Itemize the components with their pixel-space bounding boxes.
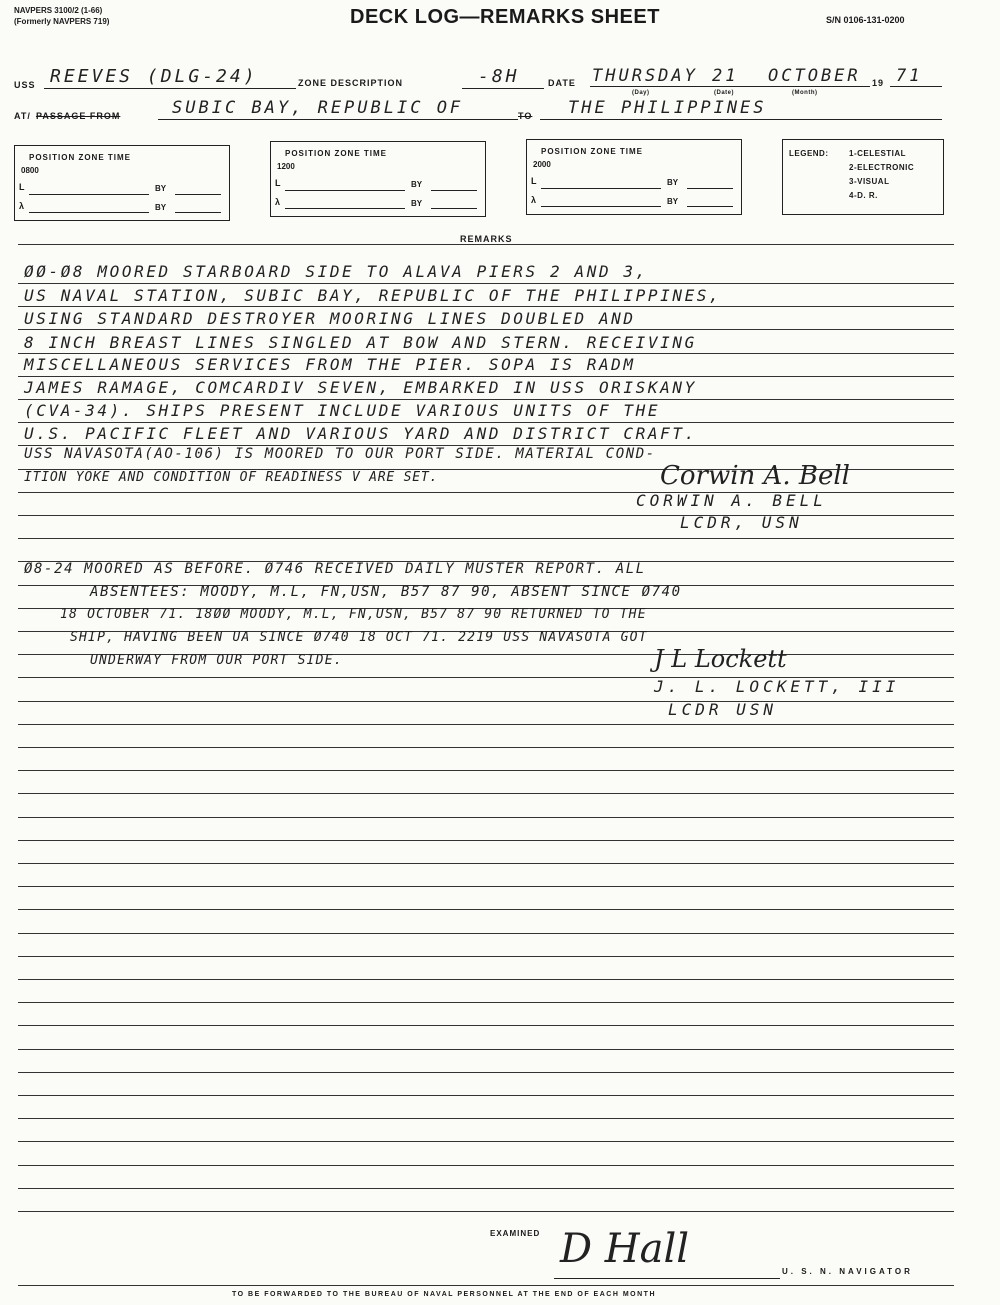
ruled-line — [18, 724, 954, 725]
legend-item: 1-CELESTIAL — [849, 149, 907, 158]
position-box-2000 — [526, 139, 742, 215]
position-box-header: POSITION ZONE TIME — [29, 153, 132, 162]
by-label: BY — [667, 197, 679, 206]
by-label: BY — [155, 184, 167, 193]
to-underline — [540, 119, 942, 120]
signature-bell: Corwin A. Bell — [660, 461, 850, 491]
zone-underline — [462, 88, 544, 89]
position-box-time: 0800 — [21, 166, 39, 175]
ruled-line — [18, 747, 954, 748]
ruled-line — [18, 1188, 954, 1189]
longitude-label: λ — [19, 201, 25, 211]
remark-line: ITION YOKE AND CONDITION OF READINESS V ARE SET. — [24, 470, 439, 485]
year-underline — [890, 86, 942, 87]
to-label: TO — [518, 111, 533, 121]
ruled-line — [18, 1141, 954, 1142]
remark-line: SHIP, HAVING BEEN UA SINCE Ø740 18 OCT 71. 2219 USS NAVASOTA GOT — [70, 630, 648, 645]
remark-line: USING STANDARD DESTROYER MOORING LINES DOUBLED AND — [24, 309, 636, 328]
signer-rank: LCDR, USN — [680, 513, 803, 532]
latitude-label: L — [275, 178, 281, 188]
date-value: 21 — [712, 66, 739, 86]
position-box-time: 1200 — [277, 162, 295, 171]
ruled-line — [18, 956, 954, 957]
examined-label: EXAMINED — [490, 1229, 541, 1238]
position-box-header: POSITION ZONE TIME — [541, 147, 644, 156]
uss-value: REEVES (DLG-24) — [50, 66, 258, 87]
position-box-header: POSITION ZONE TIME — [285, 149, 388, 158]
ruled-line — [18, 1049, 954, 1050]
position-box-1200 — [270, 141, 486, 217]
day-caption: (Day) — [632, 90, 650, 96]
position-box-time: 2000 — [533, 160, 551, 169]
forwarding-note: TO BE FORWARDED TO THE BUREAU OF NAVAL PERSONNEL AT THE END OF EACH MONTH — [232, 1291, 656, 1298]
passage-from-label: PASSAGE FROM — [36, 111, 121, 121]
date-caption: (Date) — [714, 90, 735, 96]
legend-item: 2-ELECTRONIC — [849, 163, 915, 172]
stock-number: S/N 0106-131-0200 — [826, 15, 905, 25]
ruled-line — [18, 1095, 954, 1096]
remarks-heading: REMARKS — [460, 234, 513, 244]
date-label: DATE — [548, 78, 576, 88]
remark-line: JAMES RAMAGE, COMCARDIV SEVEN, EMBARKED IN USS ORISKANY — [24, 378, 697, 397]
by-label: BY — [411, 199, 423, 208]
by-label: BY — [155, 203, 167, 212]
remark-line: U.S. PACIFIC FLEET AND VARIOUS YARD AND DISTRICT CRAFT. — [24, 424, 697, 443]
remark-line: Ø8-24 MOORED AS BEFORE. Ø746 RECEIVED DAILY MUSTER REPORT. ALL — [24, 561, 646, 577]
month-caption: (Month) — [792, 90, 818, 96]
form-id: NAVPERS 3100/2 (1-66) — [14, 6, 103, 15]
ruled-line — [18, 329, 954, 330]
ruled-line — [18, 770, 954, 771]
signature-lockett: J L Lockett — [654, 645, 787, 673]
year-value: 71 — [896, 66, 923, 86]
ruled-line — [18, 909, 954, 910]
legend-label: LEGEND: — [789, 149, 829, 158]
ruled-line — [18, 353, 954, 354]
remark-line: 18 OCTOBER 71. 18ØØ MOODY, M.L, FN,USN, B57 87 90 RETURNED TO THE — [60, 607, 647, 622]
date-underline — [590, 86, 870, 87]
ruled-line — [18, 515, 954, 516]
ruled-line — [18, 1165, 954, 1166]
ruled-line — [18, 306, 954, 307]
zone-description-value: -8H — [478, 66, 520, 87]
ruled-line — [18, 817, 954, 818]
ruled-line — [18, 1072, 954, 1073]
by-label: BY — [411, 180, 423, 189]
by-label: BY — [667, 178, 679, 187]
examined-underline — [554, 1278, 780, 1279]
remark-line: USS NAVASOTA(AO-106) IS MOORED TO OUR PORT SIDE. MATERIAL COND- — [24, 446, 656, 462]
to-value: THE PHILIPPINES — [568, 98, 767, 118]
signer-name: CORWIN A. BELL — [636, 491, 827, 510]
latitude-label: L — [19, 182, 25, 192]
uss-underline — [44, 88, 296, 89]
at-label: AT/ — [14, 111, 31, 121]
remark-line: US NAVAL STATION, SUBIC BAY, REPUBLIC OF THE PHILIPPINES, — [24, 286, 722, 305]
longitude-label: λ — [531, 195, 537, 205]
ruled-line — [18, 840, 954, 841]
month-value: OCTOBER — [768, 66, 861, 86]
remark-line: 8 INCH BREAST LINES SINGLED AT BOW AND STERN. RECEIVING — [24, 333, 697, 352]
ruled-line — [18, 399, 954, 400]
signer-name: J. L. LOCKETT, III — [654, 677, 900, 696]
examiner-signature: D Hall — [560, 1226, 690, 1272]
remark-line: ABSENTEES: MOODY, M.L, FN,USN, B57 87 90, ABSENT SINCE Ø740 — [90, 584, 682, 600]
legend-item: 3-VISUAL — [849, 177, 890, 186]
ruled-line — [18, 283, 954, 284]
ruled-line — [18, 979, 954, 980]
remark-line: ØØ-Ø8 MOORED STARBOARD SIDE TO ALAVA PIERS 2 AND 3, — [24, 262, 648, 281]
ruled-line — [18, 933, 954, 934]
zone-description-label: ZONE DESCRIPTION — [298, 78, 404, 88]
ruled-line — [18, 793, 954, 794]
ruled-line — [18, 701, 954, 702]
year-prefix: 19 — [872, 78, 885, 88]
legend-box — [782, 139, 944, 215]
day-value: THURSDAY — [592, 66, 698, 86]
from-value: SUBIC BAY, REPUBLIC OF — [172, 98, 464, 118]
footer-rule — [18, 1285, 954, 1286]
ruled-line — [18, 376, 954, 377]
page-title: DECK LOG—REMARKS SHEET — [350, 6, 660, 28]
longitude-label: λ — [275, 197, 281, 207]
position-box-0800 — [14, 145, 230, 221]
uss-label: USS — [14, 80, 36, 90]
legend-item: 4-D. R. — [849, 191, 878, 200]
ruled-line — [18, 422, 954, 423]
from-underline — [158, 119, 518, 120]
signer-rank: LCDR USN — [668, 700, 778, 719]
remark-line: UNDERWAY FROM OUR PORT SIDE. — [90, 653, 343, 668]
ruled-line — [18, 1211, 954, 1212]
ruled-line — [18, 538, 954, 539]
remark-line: (CVA-34). SHIPS PRESENT INCLUDE VARIOUS UNITS OF THE — [24, 401, 661, 420]
ruled-line — [18, 244, 954, 245]
ruled-line — [18, 863, 954, 864]
remark-line: MISCELLANEOUS SERVICES FROM THE PIER. SOPA IS RADM — [24, 355, 636, 374]
ruled-line — [18, 1118, 954, 1119]
ruled-line — [18, 1002, 954, 1003]
ruled-line — [18, 1025, 954, 1026]
navigator-label: U. S. N. NAVIGATOR — [782, 1267, 913, 1276]
form-id-former: (Formerly NAVPERS 719) — [14, 17, 110, 26]
ruled-line — [18, 886, 954, 887]
latitude-label: L — [531, 176, 537, 186]
